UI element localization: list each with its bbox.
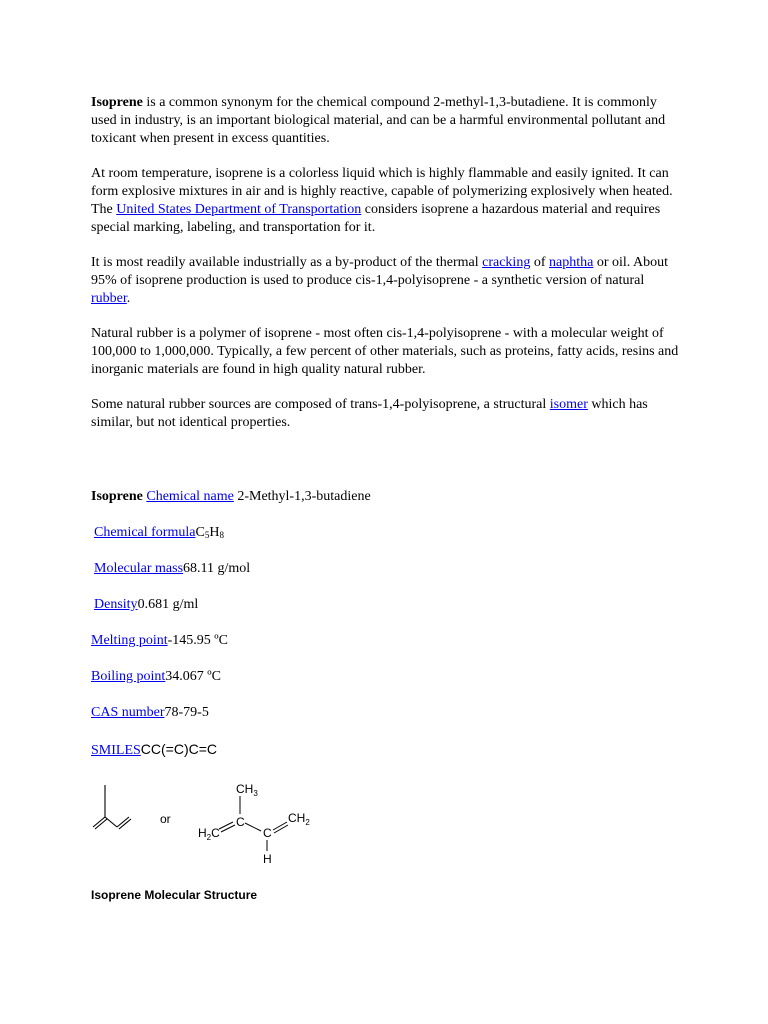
expanded-formula xyxy=(198,782,310,866)
or-label: or xyxy=(160,812,171,826)
smiles-value: CC(=C)C=C xyxy=(140,741,218,757)
trans-text-start: Some natural rubber sources are composed of trans-1,4-polyisoprene, a structural xyxy=(91,397,550,412)
chemical-formula-row xyxy=(91,524,691,560)
isoprene-structure-diagram xyxy=(88,776,328,872)
boiling-point-link[interactable]: Boiling point xyxy=(91,669,166,684)
skeletal-formula xyxy=(93,785,131,829)
ch2-label: $CH_2$ xyxy=(288,811,310,827)
cas-number-link[interactable]: CAS number xyxy=(91,705,165,720)
rubber-link[interactable]: rubber xyxy=(91,291,127,306)
trans-paragraph xyxy=(91,396,681,432)
isomer-link[interactable]: isomer xyxy=(549,397,588,412)
trans-text-end: which has similar, but not identical properties. xyxy=(91,397,648,430)
ch3-label: $CH_3$ xyxy=(236,782,258,798)
structure-caption: Isoprene Molecular Structure xyxy=(91,888,258,902)
c2-label: C xyxy=(236,815,245,829)
melting-point-row xyxy=(91,632,691,668)
cas-number-row xyxy=(91,704,691,740)
density-row xyxy=(91,596,691,632)
production-text-end: . xyxy=(126,291,131,306)
production-paragraph xyxy=(91,254,681,308)
boiling-point-row xyxy=(91,668,691,704)
properties-list xyxy=(91,488,691,776)
intro-text: is a common synonym for the chemical compound 2-methyl-1,3-butadiene. It is commonly used in industry, is an important biological material, and can be a harmful environmental pollutant and toxicant when present in excess quantities. xyxy=(91,95,666,146)
h-label: H xyxy=(263,852,272,866)
production-text-start: It is most readily available industrially as a by-product of the thermal xyxy=(91,255,483,270)
chemical-name-link[interactable]: Chemical name xyxy=(146,489,234,504)
chemical-name-row xyxy=(91,488,691,524)
production-text-mid: or oil. About 95% of isoprene production is used to produce cis-1,4-polyisoprene - a synthetic version of natural xyxy=(91,255,668,288)
density-link[interactable]: Density xyxy=(94,597,138,612)
cracking-link[interactable]: cracking xyxy=(482,255,531,270)
molecular-mass-link[interactable]: Molecular mass xyxy=(94,561,184,576)
hazard-text-start: At room temperature, isoprene is a colorless liquid which is highly flammable and easily ignited. It can form explosive mixtures in air and is highly reactive, capable of polymerizing explosively when heated. The xyxy=(91,166,673,217)
intro-term: Isoprene xyxy=(91,95,143,110)
molecular-mass-row xyxy=(91,560,691,596)
natural-rubber-paragraph: Natural rubber is a polymer of isoprene - most often cis-1,4-polyisoprene - with a molecular weight of 100,000 to 1,000,000. Typically, a few percent of other materials, such as proteins, fatty acids, resins and inorganic materials are found in high quality natural rubber. xyxy=(91,326,679,377)
molecular-mass-value: 68.11 g/mol xyxy=(183,561,251,576)
properties-term: Isoprene xyxy=(91,489,143,504)
us-dot-link[interactable]: United States Department of Transportation xyxy=(116,202,362,217)
chemical-formula-link[interactable]: Chemical formula xyxy=(94,525,196,540)
h2c-label: $H_2C$ xyxy=(198,826,220,842)
melting-point-link[interactable]: Melting point xyxy=(91,633,168,648)
boiling-point-value: 34.067 ºC xyxy=(165,669,221,684)
chemical-formula-value: $C_5H_8$ xyxy=(195,525,224,540)
hazard-text-end: considers isoprene a hazardous material and requires special marking, labeling, and transportation for it. xyxy=(91,202,661,235)
production-text-of: of xyxy=(530,255,549,270)
smiles-link[interactable]: SMILES xyxy=(91,743,141,758)
smiles-row xyxy=(91,740,691,776)
density-value: 0.681 g/ml xyxy=(137,597,199,612)
article-body xyxy=(91,94,681,449)
hazard-paragraph xyxy=(91,165,681,237)
intro-paragraph xyxy=(91,94,681,148)
cas-number-value: 78-79-5 xyxy=(164,705,209,720)
melting-point-value: -145.95 ºC xyxy=(167,633,228,648)
naphtha-link[interactable]: naphtha xyxy=(549,255,594,270)
c3-label: C xyxy=(263,826,272,840)
chemical-name-value: 2-Methyl-1,3-butadiene xyxy=(233,489,371,504)
